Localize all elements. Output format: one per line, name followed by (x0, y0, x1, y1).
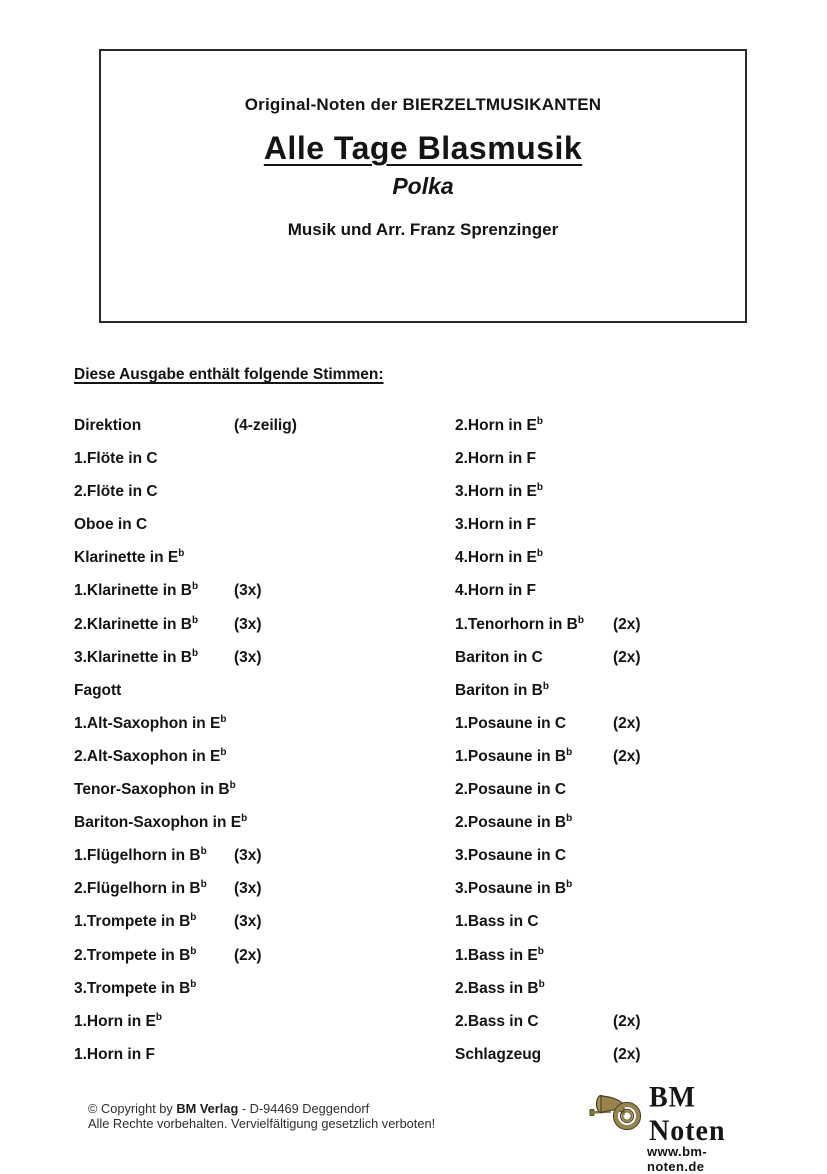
part-name: 2.Posaune in $B^b$ (455, 812, 573, 832)
part-name: 2.Horn in $E^b$ (455, 415, 543, 434)
part-name: 1.Posaune in $B^b$ (455, 746, 573, 765)
publisher-name: BM Verlag (176, 1101, 239, 1116)
part-quantity: (2x) (613, 615, 641, 633)
part-row (455, 972, 815, 1005)
part-row (455, 674, 815, 707)
part-quantity: (3x) (234, 913, 262, 931)
part-row (74, 972, 434, 1005)
part-row (455, 442, 815, 475)
logo-url: www.bm-noten.de (647, 1144, 708, 1174)
subtitle: Polka (392, 173, 454, 199)
parts-column-left (74, 409, 434, 1071)
part-row (74, 839, 434, 872)
part-quantity: (4-zeilig) (234, 417, 297, 434)
part-row (74, 541, 434, 574)
part-name: 2.Alt-Saxophon in $E^b$ (74, 746, 227, 765)
horn-icon (589, 1093, 647, 1138)
part-name: Oboe in C (74, 516, 148, 534)
part-name: 2.Horn in F (455, 450, 536, 468)
logo-wordmark: BM Noten (649, 1081, 726, 1148)
part-name: 2.Posaune in C (455, 781, 567, 799)
part-quantity: (3x) (234, 847, 262, 865)
part-name: Tenor-Saxophon in $B^b$ (74, 779, 236, 799)
part-name: 1.Klarinette in $B^b$ (74, 581, 199, 600)
part-row (455, 508, 815, 541)
part-name: 3.Posaune in C (455, 847, 567, 865)
part-row (455, 839, 815, 872)
rights-line: Alle Rechte vorbehalten. Vervielfältigung gesetzlich verboten! (88, 1116, 436, 1132)
parts-list-heading: Diese Ausgabe enthält folgende Stimmen: (74, 366, 384, 383)
copyright-notice (88, 1101, 435, 1131)
part-name: 1.Tenorhorn in $B^b$ (455, 614, 584, 633)
part-row (74, 608, 434, 641)
part-name: Bariton-Saxophon in $E^b$ (74, 812, 248, 832)
part-row (455, 475, 815, 508)
series-line: Original-Noten der BIERZELTMUSIKANTEN (244, 95, 602, 114)
part-name: Bariton in C (455, 648, 543, 666)
part-row (74, 674, 434, 707)
part-row (455, 806, 815, 839)
part-row (74, 872, 434, 905)
part-name: 1.Alt-Saxophon in $E^b$ (74, 713, 227, 732)
part-row (74, 641, 434, 674)
part-name: Direktion (74, 417, 142, 434)
part-row (455, 939, 815, 972)
page-title: Alle Tage Blasmusik (263, 130, 583, 166)
part-quantity: (3x) (234, 615, 262, 633)
parts-column-right (455, 409, 815, 1071)
part-name: 1.Flöte in C (74, 450, 158, 468)
part-row (455, 541, 815, 574)
part-row (455, 1005, 815, 1038)
part-name: Bariton in $B^b$ (455, 680, 549, 699)
part-quantity: (3x) (234, 582, 262, 600)
part-name: 1.Posaune in C (455, 714, 567, 732)
part-row (74, 707, 434, 740)
publisher-logo (589, 1083, 754, 1174)
part-row (74, 1005, 434, 1038)
part-row (74, 442, 434, 475)
part-quantity: (2x) (613, 747, 641, 765)
part-row (74, 939, 434, 972)
part-name: 3.Trompete in $B^b$ (74, 978, 197, 997)
composer-credit: Musik und Arr. Franz Sprenzinger (287, 220, 559, 239)
part-row (74, 740, 434, 773)
part-quantity: (2x) (234, 946, 262, 964)
part-row (455, 773, 815, 806)
copyright-line: © Copyright by BM Verlag - D-94469 Deggendorf (88, 1101, 370, 1116)
part-row (455, 905, 815, 938)
part-name: 2.Bass in $B^b$ (455, 978, 545, 997)
title-box (99, 49, 747, 323)
part-name: 2.Flöte in C (74, 483, 158, 501)
part-row (455, 641, 815, 674)
part-name: 4.Horn in F (455, 582, 536, 600)
part-name: 2.Bass in C (455, 1012, 539, 1030)
part-quantity: (2x) (613, 1045, 641, 1063)
part-name: 2.Klarinette in $B^b$ (74, 614, 199, 633)
part-row (74, 905, 434, 938)
part-row (74, 773, 434, 806)
part-quantity: (2x) (613, 1012, 641, 1030)
part-name: 2.Flügelhorn in $B^b$ (74, 879, 207, 898)
part-row (455, 872, 815, 905)
part-row (455, 574, 815, 607)
part-name: 2.Trompete in $B^b$ (74, 945, 197, 964)
part-name: 1.Bass in C (455, 913, 539, 931)
part-name: 1.Horn in F (74, 1045, 155, 1063)
part-row (74, 574, 434, 607)
part-name: 3.Horn in $E^b$ (455, 482, 543, 501)
part-quantity: (3x) (234, 648, 262, 666)
part-name: 1.Flügelhorn in $B^b$ (74, 846, 207, 865)
part-quantity: (2x) (613, 714, 641, 732)
part-quantity: (3x) (234, 880, 262, 898)
part-row (455, 1038, 815, 1071)
part-name: Schlagzeug (455, 1045, 542, 1063)
part-row (74, 1038, 434, 1071)
part-row (455, 608, 815, 641)
part-name: 3.Posaune in $B^b$ (455, 879, 573, 898)
part-name: 1.Trompete in $B^b$ (74, 912, 197, 931)
part-row (455, 707, 815, 740)
part-row (455, 740, 815, 773)
part-name: 3.Horn in F (455, 516, 536, 534)
part-row (74, 806, 434, 839)
part-row (455, 409, 815, 442)
part-name: 1.Bass in $E^b$ (455, 945, 544, 964)
part-quantity: (2x) (613, 648, 641, 666)
part-name: 4.Horn in $E^b$ (455, 548, 543, 567)
part-row (74, 508, 434, 541)
part-name: 3.Klarinette in $B^b$ (74, 647, 199, 666)
part-name: Klarinette in $E^b$ (74, 548, 185, 567)
part-row (74, 475, 434, 508)
part-name: 1.Horn in $E^b$ (74, 1011, 162, 1030)
part-row (74, 409, 434, 442)
part-name: Fagott (74, 681, 122, 699)
